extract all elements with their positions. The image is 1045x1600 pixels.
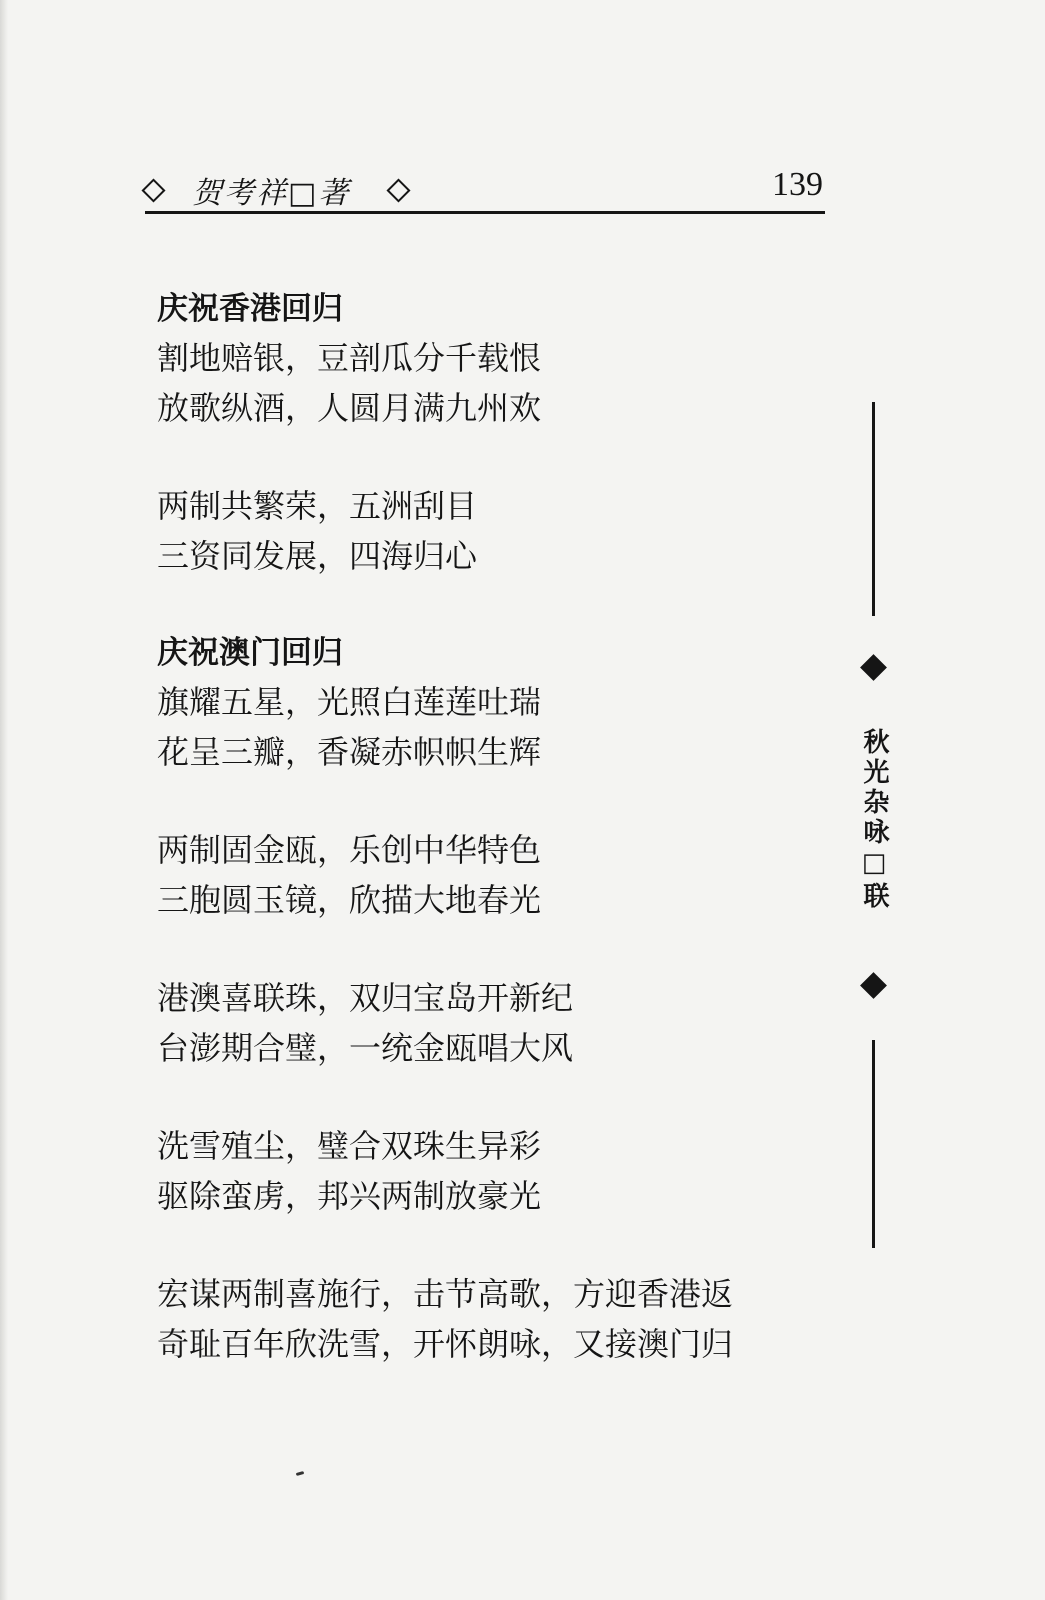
section-title: 庆祝澳门回归 [157,635,343,671]
running-header [145,166,825,214]
diamond-solid-icon [860,654,887,681]
couplet [157,1269,797,1369]
scan-speck [296,1471,305,1476]
diamond-outline-icon [387,178,411,202]
side-rule-bottom [872,1040,875,1248]
diamond-solid-icon [860,972,887,999]
diamond-outline-icon [141,178,165,202]
header-author-block [145,170,407,210]
couplet [157,481,797,581]
couplet-line-upper: 割地赔银，豆剖瓜分千载恨 [157,339,542,377]
couplet-line-upper: 旗耀五星，光照白莲莲吐瑞 [157,683,542,721]
couplet-line-lower: 奇耻百年欣洗雪，开怀朗咏，又接澳门归 [157,1325,734,1363]
page-content [157,285,797,1369]
couplet-line-upper: 宏谋两制喜施行，击节高歌，方迎香港返 [157,1275,734,1313]
couplet [157,1121,797,1221]
side-section-title: 秋光杂咏□联 [859,728,889,912]
header-rule [145,211,825,214]
couplet-line-lower: 放歌纵酒，人圆月满九州欢 [157,389,542,427]
page-edge [0,0,8,1600]
header-author: 贺考祥□著 [192,176,351,211]
couplet-line-lower: 三胞圆玉镜，欣描大地春光 [157,881,542,919]
page-number: 139 [772,166,823,203]
couplet [157,333,797,433]
couplet-line-lower: 驱除蛮虏，邦兴两制放豪光 [157,1177,542,1215]
couplet-line-lower: 三资同发展，四海归心 [157,537,478,575]
couplet-line-upper: 洗雪殖尘，璧合双珠生异彩 [157,1127,542,1165]
couplet-line-upper: 两制共繁荣，五洲刮目 [157,487,478,525]
couplet [157,825,797,925]
section-macau [157,629,797,1369]
couplet-line-lower: 台澎期合璧，一统金瓯唱大风 [157,1029,574,1067]
side-rule-top [872,402,875,616]
couplet [157,973,797,1073]
couplet-line-upper: 港澳喜联珠，双归宝岛开新纪 [157,979,574,1017]
couplet-line-upper: 两制固金瓯，乐创中华特色 [157,831,542,869]
couplet [157,677,797,777]
section-hong-kong [157,285,797,581]
couplet-line-lower: 花呈三瓣，香凝赤帜帜生辉 [157,733,542,771]
section-title: 庆祝香港回归 [157,291,343,327]
